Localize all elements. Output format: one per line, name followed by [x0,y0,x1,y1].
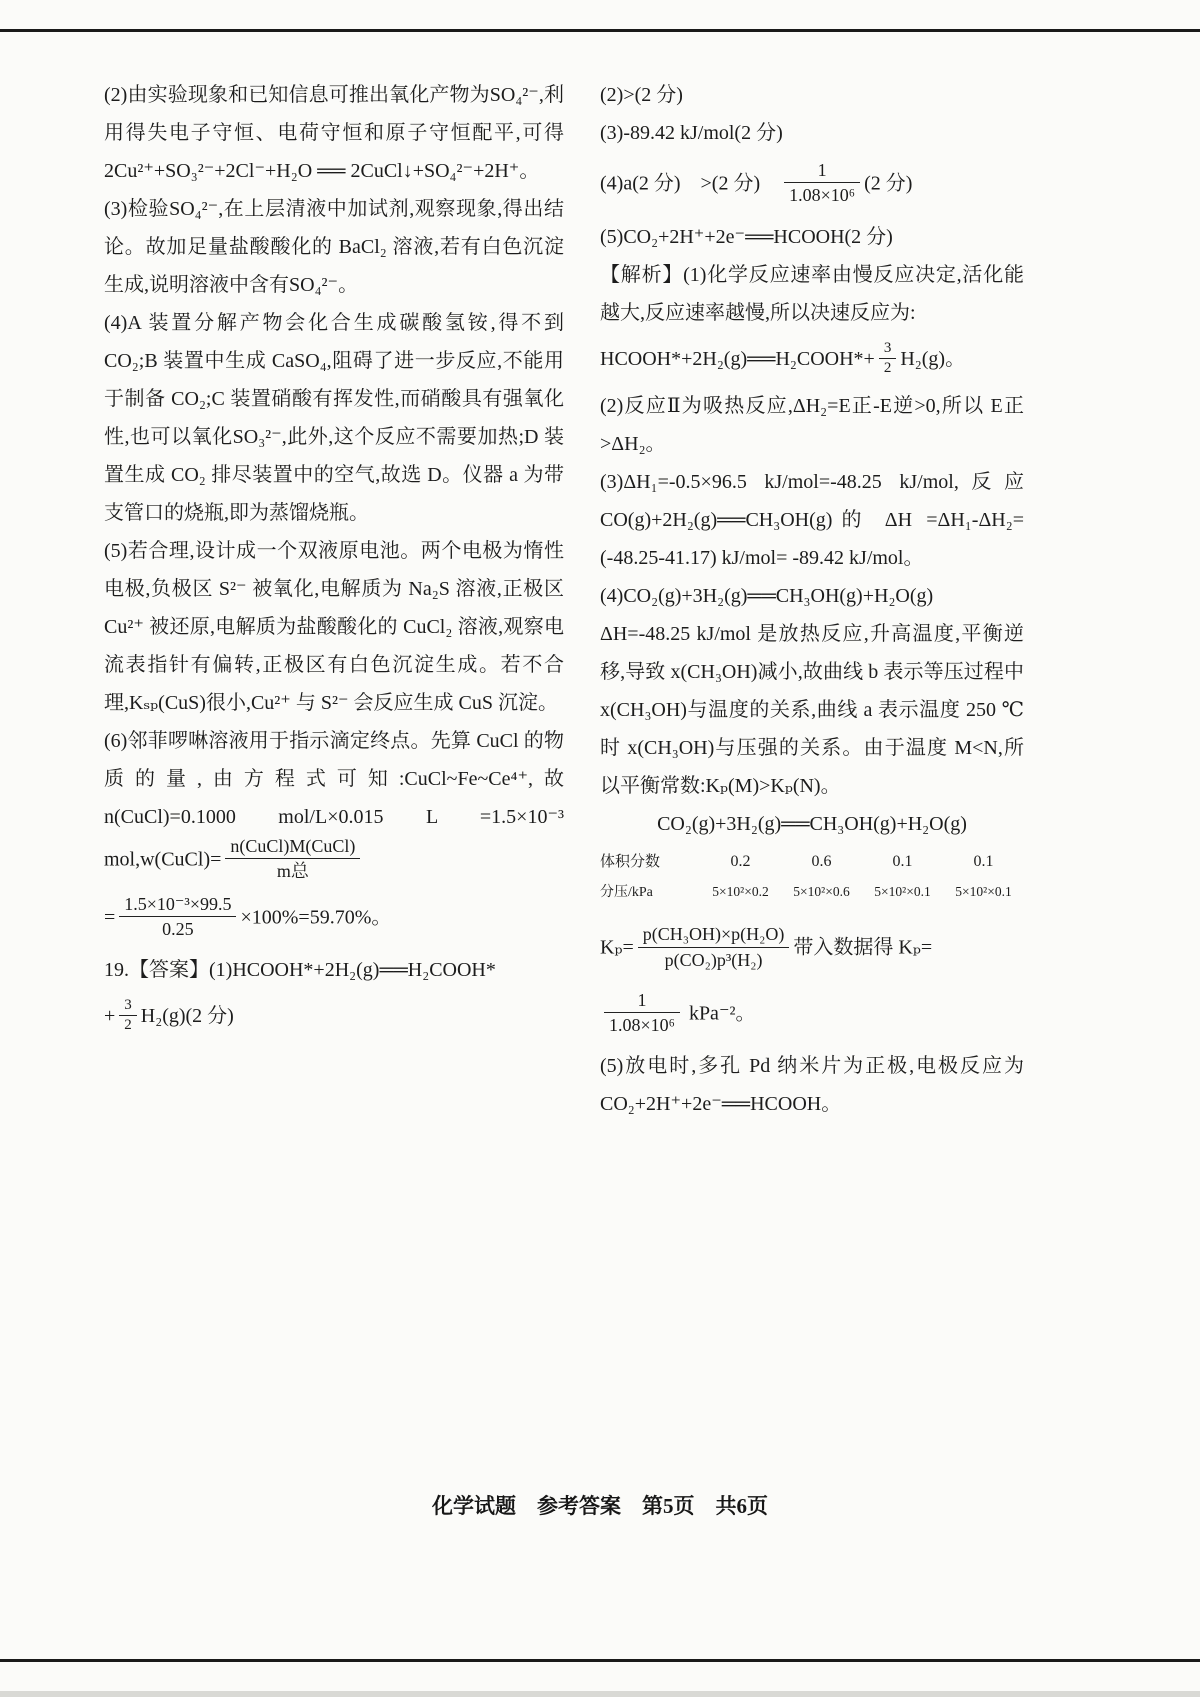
answer-item-2: (2)>(2 分) [600,84,683,106]
answer-sheet-content [104,76,1024,1123]
equation-suffix: (2 分) [864,172,913,195]
fraction-denominator: 1.08×10⁶ [609,1015,675,1036]
fraction-numerator: 1 [604,988,680,1013]
fraction-numerator: n(CuCl)M(CuCl) [225,834,360,859]
equation-prefix: = [104,905,116,928]
answer-paragraph-4: (4)A 装置分解产物会化合生成碳酸氢铵,得不到 CO₂;B 装置中生成 CaSO₄,阻碍了进一步反应,不能用于制备 CO₂;C 装置硝酸有挥发性,而硝酸具有强氧化性,也可以氧化SO₃²⁻,此外,这个反应不需要加热;D 装置生成 CO₂ 排尽装置中的空气,故选 D。仪器 a 为带支管口的烧瓶,即为蒸馏烧瓶。 [104,312,564,524]
fraction-numerator: 1 [784,158,860,183]
fraction-numerator: 3 [119,996,137,1016]
analysis-paragraph-4: (4)CO₂(g)+3H₂(g)══CH₃OH(g)+H₂O(g) ΔH=-48.25 kJ/mol 是放热反应,升高温度,平衡逆移,导致 x(CH₃OH)减小,故曲线 b 表示等压过程中 x(CH₃OH)与温度的关系,曲线 a 表示温度 250 ℃时 x(CH₃OH)与压强的关系。由于温度 M<N,所以平衡常数:Kₚ(M)>Kₚ(N)。 [600,585,1024,798]
bottom-scan-rule [0,1659,1200,1662]
kp-expression-line [600,916,1024,982]
equation-suffix: ×100%=59.70%。 [240,905,392,928]
equation-suffix: H₂(g)(2 分) [140,1005,234,1028]
kp-result-line [600,982,1024,1048]
equation-prefix: Kₚ= [600,936,634,959]
paragraph-text: (6)邻菲啰啉溶液用于指示滴定终点。先算 CuCl 的物质的量,由方程式可知:CuCl~Fe~Ce⁴⁺,故 n(CuCl)=0.1000 mol/L×0.015 L =1.5×10⁻³ mol,w(CuCl)= [104,730,564,871]
left-column [104,76,564,1123]
kp-result-fraction [604,988,680,1038]
table-cell: 5×10²×0.2 [712,884,769,900]
table-cell: 0.1 [973,853,994,871]
analysis-paragraph-1: 【解析】(1)化学反应速率由慢反应决定,活化能越大,反应速率越慢,所以决速反应为: [600,263,1024,324]
kp-expression-fraction [638,922,790,972]
fraction-numerator: 1.5×10⁻³×99.5 [119,892,236,917]
question-19-answer-line2 [104,989,564,1045]
top-scan-rule [0,29,1200,32]
mass-fraction-formula [225,834,360,884]
table-cell: 5×10²×0.1 [955,884,1012,900]
answer-item-4 [600,152,1024,218]
analysis-paragraph-5: (5)放电时,多孔 Pd 纳米片为正极,电极反应为 CO₂+2H⁺+2e⁻══HCOOH。 [600,1055,1024,1116]
equation-suffix: H₂(g)。 [900,347,966,370]
answer-paragraph-5: (5)若合理,设计成一个双液原电池。两个电极为惰性电极,负极区 S²⁻ 被氧化,电解质为 Na₂S 溶液,正极区 Cu²⁺ 被还原,电解质为盐酸酸化的 CuCl₂ 溶液,观察电流表指针有偏转,正极区有白色沉淀生成。若不合理,Kₛₚ(CuS)很小,Cu²⁺ 与 S²⁻ 会反应生成 CuS 沉淀。 [104,540,564,714]
question-19-answer-heading: 19.【答案】(1)HCOOH*+2H₂(g)══H₂COOH* [104,959,496,982]
fraction-numerator: p(CH₃OH)×p(H₂O) [638,922,790,947]
table-cell: 5×10²×0.6 [793,884,850,900]
table-cell: 5×10²×0.1 [874,884,931,900]
fraction-numerator: 3 [879,339,897,359]
page-footer: 化学试题 参考答案 第5页 共6页 [432,1494,768,1518]
right-column [600,76,1024,1123]
row-label: 体积分数 [600,854,661,871]
analysis-paragraph-3: (3)ΔH₁=-0.5×96.5 kJ/mol=-48.25 kJ/mol,反应 CO(g)+2H₂(g)══CH₃OH(g)的 ΔH =ΔH₁-ΔH₂=(-48.25-41.17) kJ/mol= -89.42 kJ/mol。 [600,471,1024,570]
calculation-fraction [119,892,236,942]
fraction-denominator: 2 [883,359,892,376]
equation-prefix: HCOOH*+2H₂(g)══H₂COOH*+ [600,347,875,370]
fraction-denominator: 1.08×10⁶ [789,185,856,206]
analysis-paragraph-2: (2)反应Ⅱ为吸热反应,ΔH₂=E正-E逆>0,所以 E正>ΔH₂。 [600,395,1024,456]
fraction-denominator: 2 [124,1017,132,1034]
kp-value-fraction [784,158,860,208]
answer-item-3: (3)-89.42 kJ/mol(2 分) [600,122,783,144]
fraction-denominator: 0.25 [162,918,194,939]
answer-paragraph-2: (2)由实验现象和已知信息可推出氧化产物为SO₄²⁻,利用得失电子守恒、电荷守恒和原子守恒配平,可得 2Cu²⁺+SO₃²⁻+2Cl⁻+H₂O ══ 2CuCl↓+SO₄²⁻+2H⁺。 [104,84,564,182]
rate-determining-equation [600,332,1024,388]
partial-pressure-row [600,877,1024,908]
volume-fraction-row [600,847,1024,877]
equilibrium-equation: CO₂(g)+3H₂(g)══CH₃OH(g)+H₂O(g) [657,813,967,836]
table-cell: 0.1 [892,853,913,871]
equation-suffix: kPa⁻²。 [683,1002,756,1025]
calculation-line [104,886,564,952]
answer-paragraph-3: (3)检验SO₄²⁻,在上层清液中加试剂,观察现象,得出结论。故加足量盐酸酸化的 BaCl₂ 溶液,若有白色沉淀生成,说明溶液中含有SO₄²⁻。 [104,198,564,296]
answer-paragraph-6 [104,722,564,886]
scan-bottom-edge [0,1691,1200,1697]
table-cell: 0.2 [730,853,751,871]
partial-pressure-table [600,847,1024,908]
table-cell: 0.6 [811,853,832,871]
equation-prefix: (4)a(2 分) >(2 分) [600,172,781,195]
equation-suffix: 带入数据得 Kₚ= [793,936,933,959]
fraction-denominator: p(CO₂)p³(H₂) [664,949,763,970]
answer-item-5: (5)CO₂+2H⁺+2e⁻══HCOOH(2 分) [600,225,893,248]
fraction-denominator: m总 [276,861,309,882]
three-halves-fraction [879,339,897,378]
three-halves-fraction [119,996,137,1035]
equation-prefix: + [104,1005,116,1028]
row-label: 分压/kPa [600,885,653,901]
